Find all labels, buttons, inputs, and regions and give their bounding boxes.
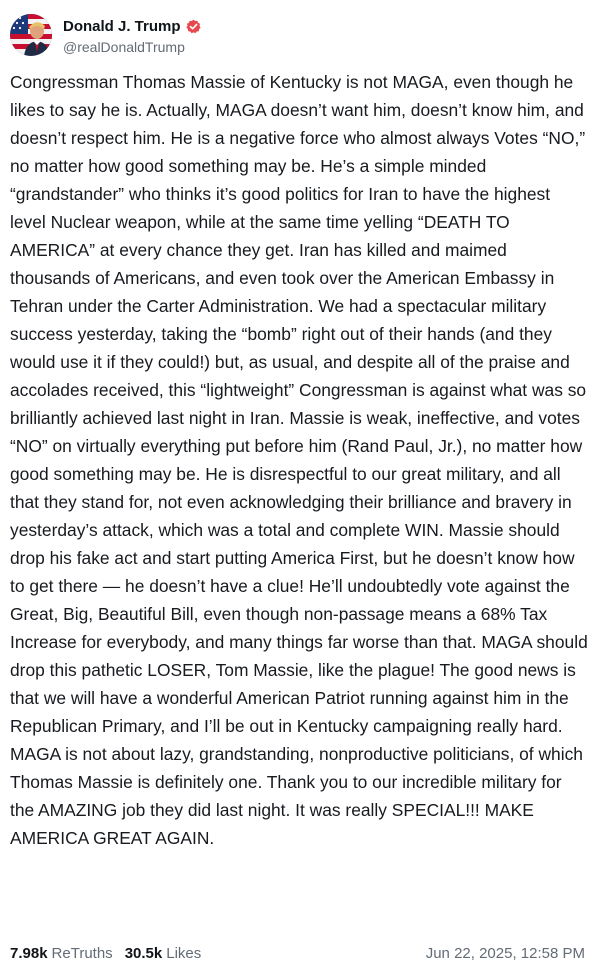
verified-icon bbox=[186, 19, 201, 34]
post-timestamp[interactable]: Jun 22, 2025, 12:58 PM bbox=[425, 945, 585, 962]
retruths-label: ReTruths bbox=[51, 945, 113, 962]
likes-count: 30.5k bbox=[124, 945, 163, 962]
post-text: Congressman Thomas Massie of Kentucky is not MAGA, even though he likes to say he is. Actually, MAGA doesn’t want him, doesn’t know him, and doesn’t respect him. He is a negative force who almost always Votes “NO,” no matter how good something may be. He’s a simple minded “grandstander” who thinks it’s good politics for Iran to have the highest level Nuclear weapon, while at the same time yelling “DEATH TO AMERICA” at every chance they get. Iran has killed and maimed thousands of Americans, and even took over the American Embassy in Tehran under the Carter Administration. We had a spectacular military success yesterday, taking the “bomb” right out of their hands (and they would use it if they could!) but, as usual, and despite all of the praise and accolades received, this “lightweight” Congressman is against what was so brilliantly achieved last night in Iran. Massie is weak, ineffective, and votes “NO” on virtually everything put before him (Rand Paul, Jr.), no matter how good something may be. He is disrespectful to our great military, and all that they stand for, not even acknowledging their brilliance and bravery in yesterday’s attack, which was a total and complete WIN. Massie should drop his fake act and start putting America First, but he doesn’t know how to get there — he doesn’t have a clue! He’ll undoubtedly vote against the Great, Big, Beautiful Bill, even though non-passage means a 68% Tax Increase for everybody, and many things far worse than that. MAGA should drop this pathetic LOSER, Tom Massie, like the plague! The good news is that we will have a wonderful American Patriot running against him in the Republican Primary, and I’ll be out in Kentucky campaigning really hard. MAGA is not about lazy, grandstanding, nonproductive politicians, of which Thomas Massie is definitely one. Thank you to our incredible military for the AMAZING job they did last night. It was really SPECIAL!!! MAKE AMERICA GREAT AGAIN. bbox=[10, 72, 588, 848]
author-handle[interactable]: @realDonaldTrump bbox=[63, 38, 185, 55]
likes-stat[interactable] bbox=[125, 945, 202, 962]
avatar[interactable] bbox=[10, 14, 52, 56]
post-footer bbox=[10, 945, 585, 962]
author-identity bbox=[63, 16, 201, 55]
avatar-image bbox=[10, 14, 52, 56]
retruths-count: 7.98k bbox=[10, 945, 48, 962]
retruths-stat[interactable] bbox=[10, 945, 113, 962]
name-row bbox=[63, 16, 201, 38]
display-name[interactable]: Donald J. Trump bbox=[63, 18, 181, 35]
likes-label: Likes bbox=[166, 945, 202, 962]
post-header bbox=[10, 14, 201, 56]
